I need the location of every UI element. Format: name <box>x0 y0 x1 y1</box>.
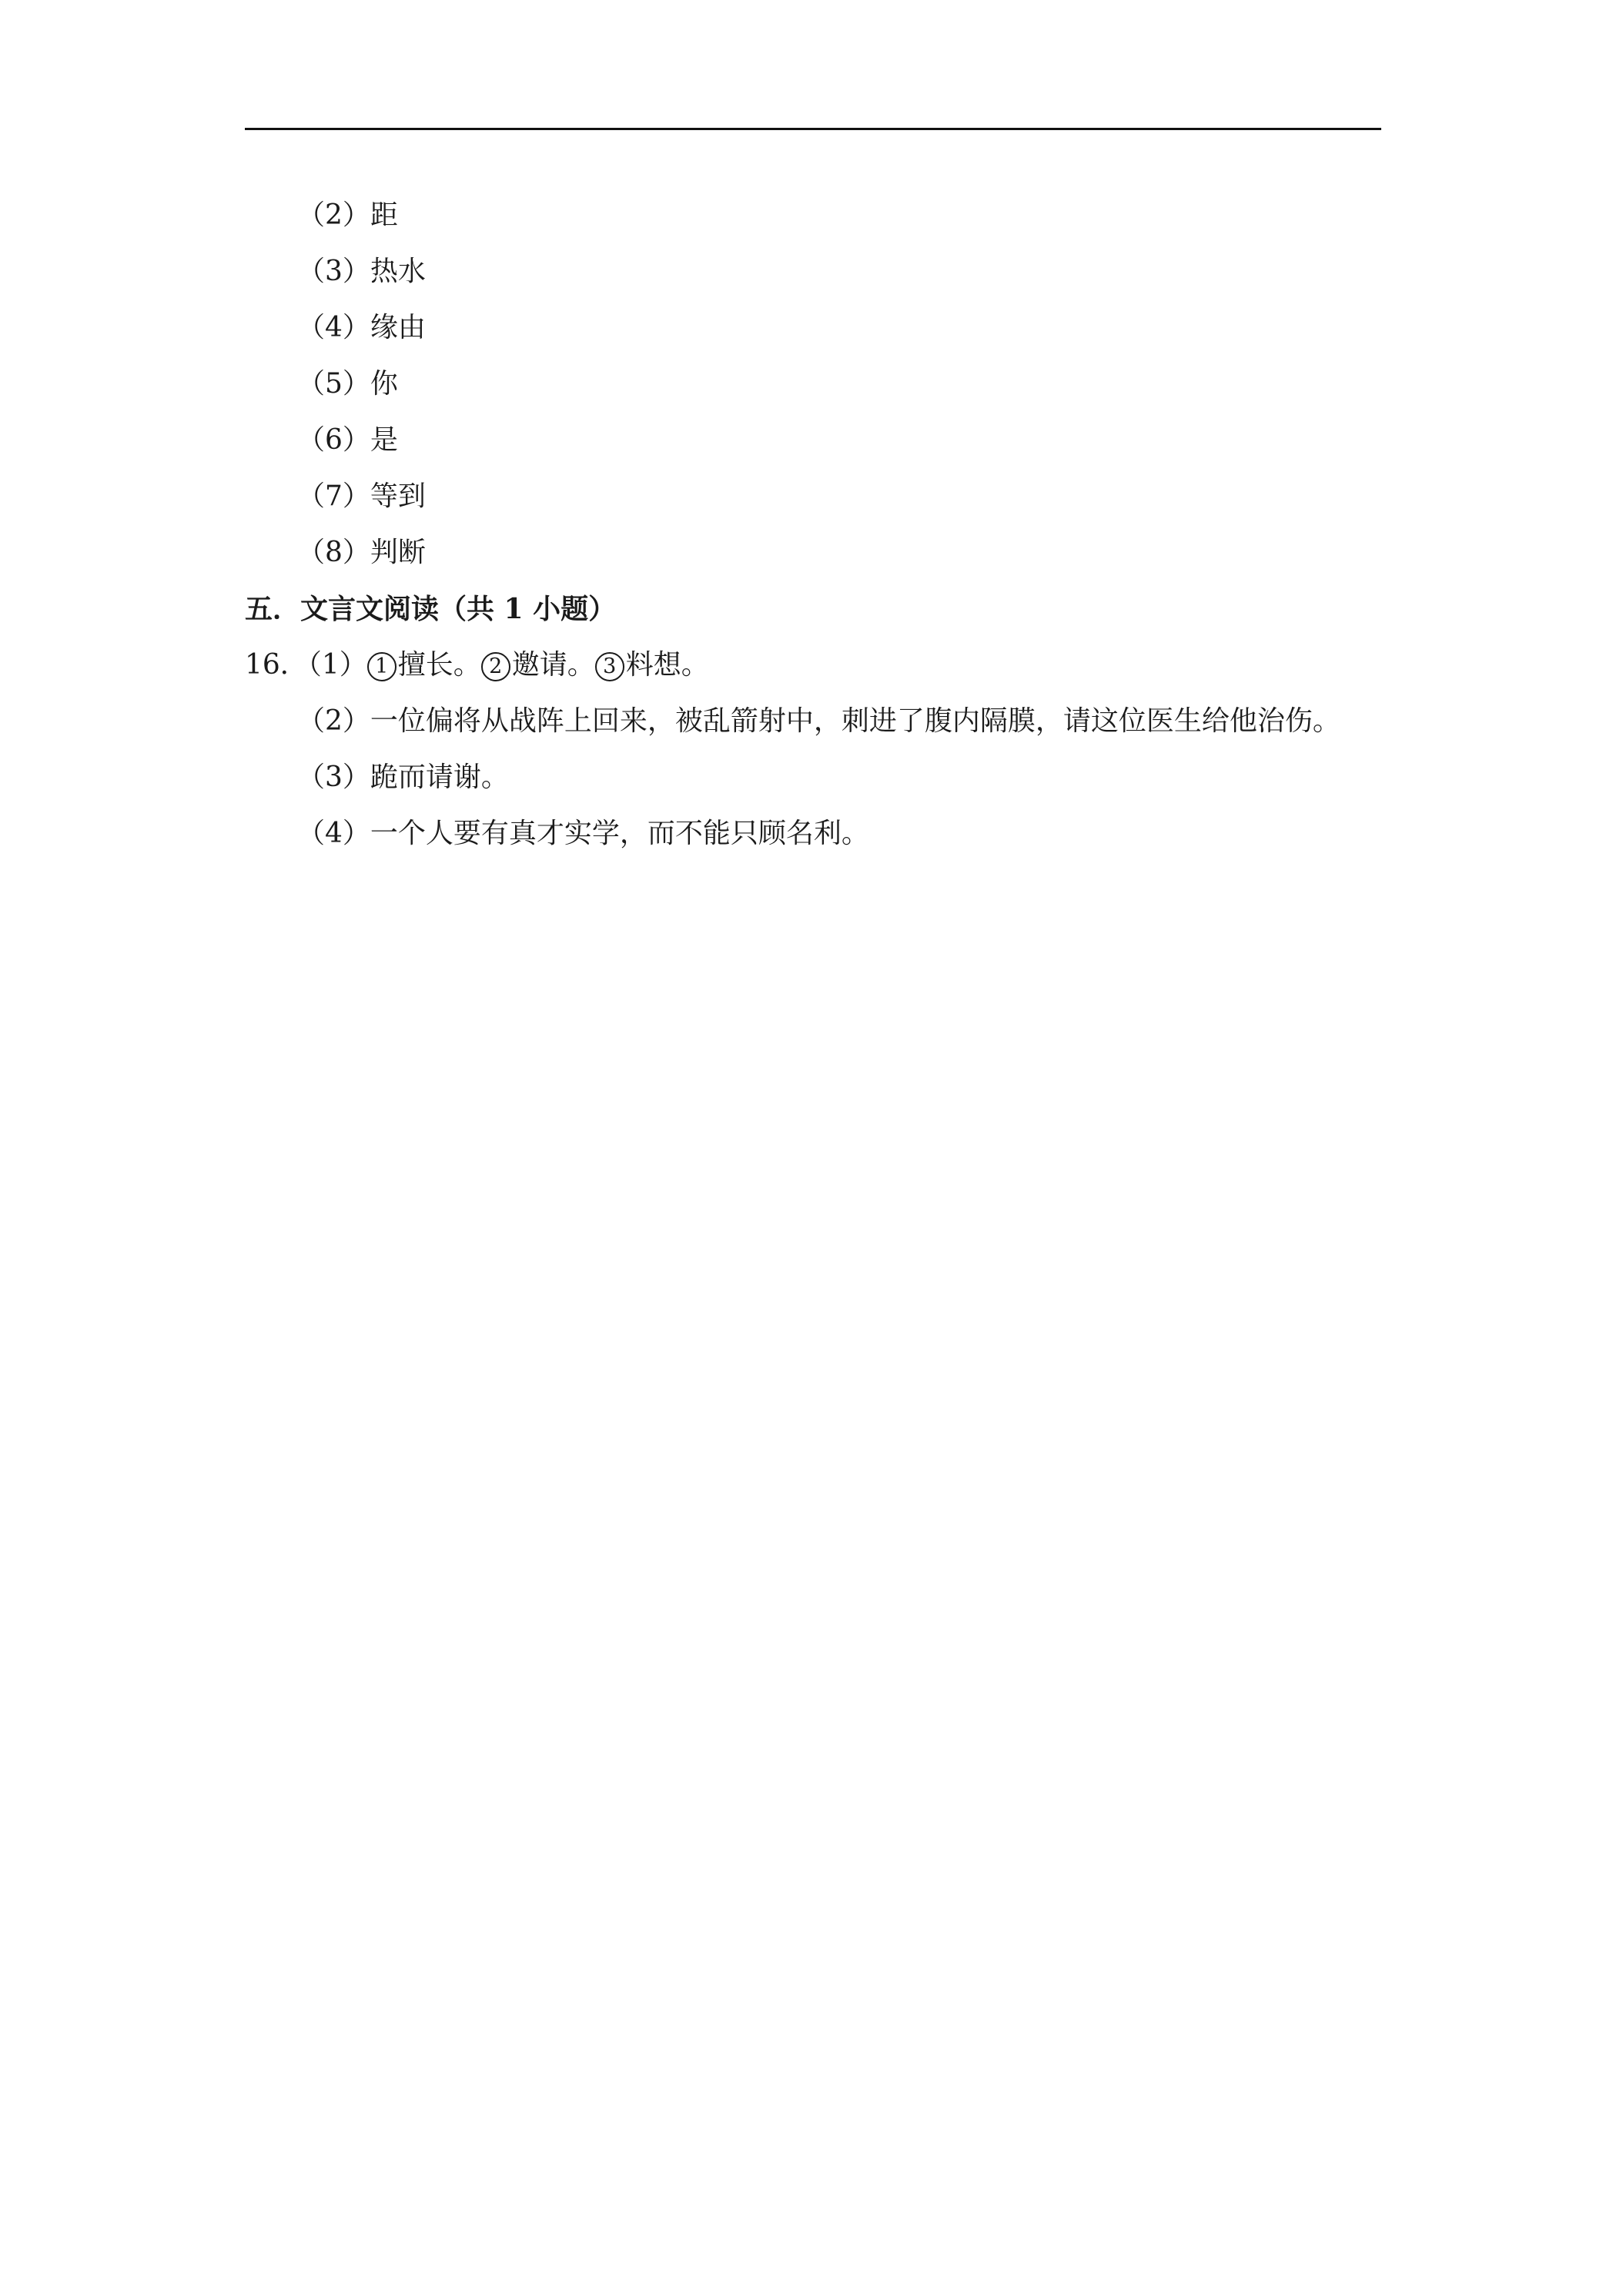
answer-line-5 <box>297 367 398 401</box>
answer-line-7 <box>297 480 426 514</box>
section-heading: 五．文言文阅读（共 1 小题） <box>245 593 617 625</box>
answer-text: 判断 <box>370 537 426 568</box>
answer-number: （3） <box>297 256 370 287</box>
answer-text: 等到 <box>370 480 426 512</box>
question-16-line-1 <box>245 648 709 682</box>
answer-number: （2） <box>297 199 370 231</box>
answer-number: （5） <box>297 368 370 400</box>
answer-text: 热水 <box>370 256 426 287</box>
subquestion-number: （1） <box>307 649 367 681</box>
answer-text: 跪而请谢。 <box>370 761 509 793</box>
answer-line-2 <box>297 199 398 233</box>
answer-text: 你 <box>370 368 398 400</box>
subquestion-number: （3） <box>297 761 370 793</box>
answer-line-4 <box>297 311 426 345</box>
question-number: 16． <box>245 649 308 681</box>
circled-number-marker: 1 <box>367 652 397 681</box>
answer-line-8 <box>297 536 426 570</box>
question-16-line-4 <box>297 817 869 851</box>
answer-line-3 <box>297 255 426 289</box>
subquestion-number: （2） <box>297 705 370 737</box>
question-16-line-3 <box>297 761 509 795</box>
answer-number: （8） <box>297 537 370 568</box>
circled-number-marker: 3 <box>595 652 624 681</box>
answer-text: 邀请。 <box>511 649 595 681</box>
answer-line-6 <box>297 423 398 457</box>
question-16-line-2 <box>297 705 1340 738</box>
circled-number-marker: 2 <box>481 652 510 681</box>
answer-text: 一位偏将从战阵上回来，被乱箭射中，刺进了腹内隔膜，请这位医生给他治伤。 <box>370 705 1340 737</box>
answer-text: 擅长。 <box>397 649 481 681</box>
answer-text: 一个人要有真才实学，而不能只顾名利。 <box>370 818 869 849</box>
answer-text: 是 <box>370 424 398 456</box>
answer-text: 缘由 <box>370 312 426 343</box>
answer-number: （4） <box>297 312 370 343</box>
answer-number: （6） <box>297 424 370 456</box>
answer-text: 料想。 <box>625 649 709 681</box>
header-rule <box>245 128 1381 130</box>
answer-number: （7） <box>297 480 370 512</box>
answer-text: 距 <box>370 199 398 231</box>
subquestion-number: （4） <box>297 818 370 849</box>
